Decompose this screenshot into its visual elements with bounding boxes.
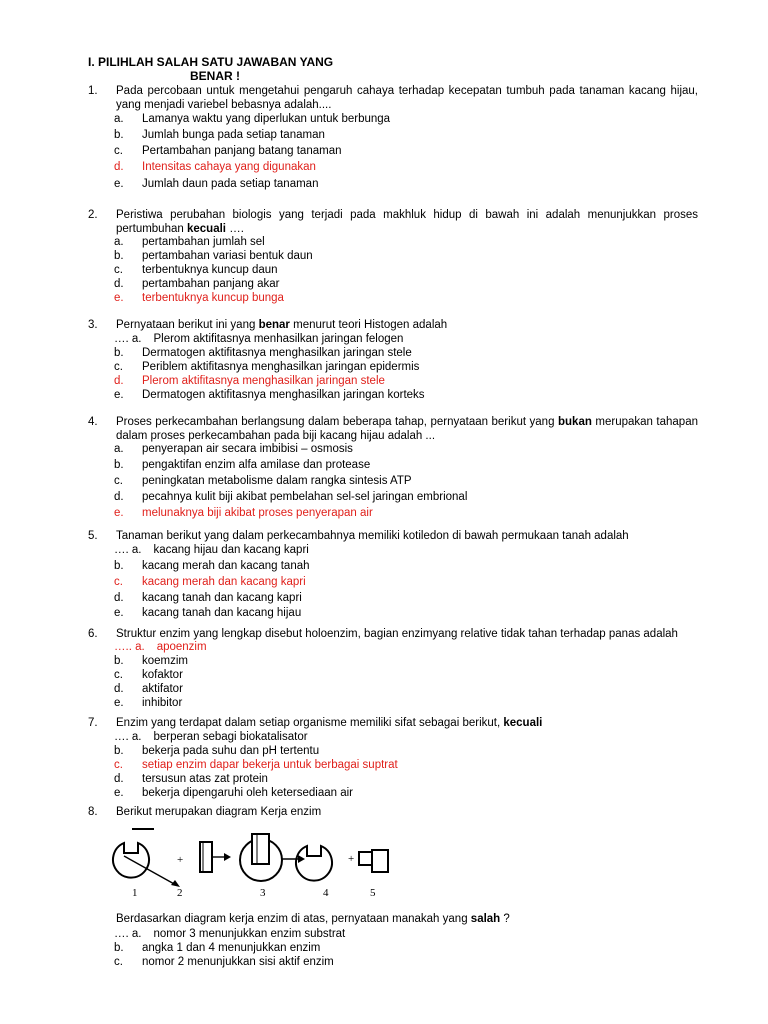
- question-stem: Enzim yang terdapat dalam setiap organisme memiliki sifat sebagai berikut, kecuali: [116, 717, 543, 729]
- option-1b: b. Jumlah bunga pada setiap tanaman: [114, 129, 325, 141]
- question-stem: Proses perkecambahan berlangsung dalam beberapa tahap, pernyataan berikut yang bukan merupakan tahapan dalam proses perkecambahan pada biji kacang hijau adalah ...: [116, 416, 698, 442]
- product-large-shape: [372, 850, 388, 872]
- question-7: [88, 717, 698, 731]
- option-4d: d. pecahnya kulit biji akibat pembelahan sel-sel jaringan embrional: [114, 491, 468, 503]
- question-3: [88, 319, 698, 333]
- section-title: I. PILIHLAH SALAH SATU JAWABAN YANG: [88, 55, 334, 69]
- label-4: 4: [323, 887, 329, 899]
- option-4e-answer: e. melunaknya biji akibat proses penyerapan air: [114, 507, 373, 519]
- question-number: 8.: [88, 806, 98, 818]
- option-3e: e. Dermatogen aktifitasnya menghasilkan jaringan korteks: [114, 389, 425, 401]
- option-4c: c. peningkatan metabolisme dalam rangka sintesis ATP: [114, 475, 412, 487]
- option-6a-answer: ….. a. apoenzim: [114, 641, 207, 653]
- option-7c-answer: c. setiap enzim dapar bekerja untuk berbagai suptrat: [114, 759, 398, 771]
- label-3: 3: [260, 887, 266, 899]
- option-2a: a. pertambahan jumlah sel: [114, 236, 265, 248]
- option-2b: b. pertambahan variasi bentuk daun: [114, 250, 313, 262]
- option-2d: d. pertambahan panjang akar: [114, 278, 280, 290]
- substrate-shape: [200, 842, 212, 872]
- question-number: 7.: [88, 717, 98, 729]
- plus-sign: +: [177, 854, 184, 866]
- question-stem: Pernyataan berikut ini yang benar menurut teori Histogen adalah: [116, 319, 448, 331]
- question-stem: Tanaman berikut yang dalam perkecambahnya memiliki kotiledon di bawah permukaan tanah adalah: [116, 530, 629, 542]
- label-1: 1: [132, 887, 138, 899]
- question-1: [88, 85, 698, 112]
- question-8: [88, 806, 698, 820]
- question-followup-stem: Berdasarkan diagram kerja enzim di atas, pernyataan manakah yang salah ?: [116, 913, 510, 925]
- option-8b: b. angka 1 dan 4 menunjukkan enzim: [114, 942, 321, 954]
- option-3c: c. Periblem aktifitasnya menghasilkan jaringan epidermis: [114, 361, 420, 373]
- option-5b: b. kacang merah dan kacang tanah: [114, 560, 310, 572]
- option-5e: e. kacang tanah dan kacang hijau: [114, 607, 302, 619]
- option-8a: …. a. nomor 3 menunjukkan enzim substrat: [114, 928, 346, 940]
- option-6e: e. inhibitor: [114, 697, 183, 709]
- question-4: [88, 416, 698, 443]
- question-number: 6.: [88, 628, 98, 640]
- option-1e: e. Jumlah daun pada setiap tanaman: [114, 178, 319, 190]
- question-2: [88, 209, 698, 236]
- enzyme-4-shape: [296, 846, 332, 881]
- option-6c: c. kofaktor: [114, 669, 183, 681]
- option-5d: d. kacang tanah dan kacang kapri: [114, 592, 302, 604]
- option-3b: b. Dermatogen aktifitasnya menghasilkan jaringan stele: [114, 347, 412, 359]
- question-stem: Pada percobaan untuk mengetahui pengaruh cahaya terhadap kecepatan tumbuh pada tanaman kacang hijau, yang menjadi variebel bebasnya adalah....: [116, 85, 698, 111]
- option-7d: d. tersusun atas zat protein: [114, 773, 268, 785]
- question-number: 5.: [88, 530, 98, 542]
- question-number: 2.: [88, 209, 98, 221]
- option-2e-answer: e. terbentuknya kuncup bunga: [114, 292, 284, 304]
- question-stem: Peristiwa perubahan biologis yang terjadi pada makhluk hidup di bawah ini adalah menunjukkan proses pertumbuhan kecuali ….: [116, 209, 698, 235]
- question-stem: Struktur enzim yang lengkap disebut holoenzim, bagian enzimyang relative tidak tahan terhadap panas adalah: [116, 628, 678, 640]
- question-6: [88, 628, 698, 642]
- option-1a: a. Lamanya waktu yang diperlukan untuk berbunga: [114, 113, 391, 125]
- question-stem: Berikut merupakan diagram Kerja enzim: [116, 806, 322, 818]
- option-1c: c. Pertambahan panjang batang tanaman: [114, 145, 342, 157]
- option-4b: b. pengaktifan enzim alfa amilase dan protease: [114, 459, 371, 471]
- question-number: 1.: [88, 85, 98, 97]
- option-5c-answer: c. kacang merah dan kacang kapri: [114, 576, 306, 588]
- option-3a: …. a. Plerom aktifitasnya menhasilkan jaringan felogen: [114, 333, 404, 345]
- option-2c: c. terbentuknya kuncup daun: [114, 264, 278, 276]
- option-4a: a. penyerapan air secara imbibisi – osmosis: [114, 443, 353, 455]
- option-8c: c. nomor 2 menunjukkan sisi aktif enzim: [114, 956, 334, 968]
- product-small-shape: [359, 852, 372, 865]
- option-6b: b. koemzim: [114, 655, 189, 667]
- label-2: 2: [177, 887, 183, 899]
- option-7b: b. bekerja pada suhu dan pH tertentu: [114, 745, 320, 757]
- question-number: 4.: [88, 416, 98, 428]
- question-number: 3.: [88, 319, 98, 331]
- label-5: 5: [370, 887, 376, 899]
- question-5: [88, 530, 698, 544]
- option-7a: …. a. berperan sebagi biokatalisator: [114, 731, 308, 743]
- option-5a: …. a. kacang hijau dan kacang kapri: [114, 544, 309, 556]
- option-7e: e. bekerja dipengaruhi oleh ketersediaan air: [114, 787, 353, 799]
- enzyme-work-diagram: [100, 826, 420, 900]
- section-title-continued: BENAR !: [190, 69, 240, 83]
- question-8-followup: [88, 913, 698, 927]
- plus-sign: +: [348, 853, 355, 865]
- option-6d: d. aktifator: [114, 683, 183, 695]
- option-1d-answer: d. Intensitas cahaya yang digunakan: [114, 161, 316, 173]
- option-3d-answer: d. Plerom aktifitasnya menghasilkan jaringan stele: [114, 375, 385, 387]
